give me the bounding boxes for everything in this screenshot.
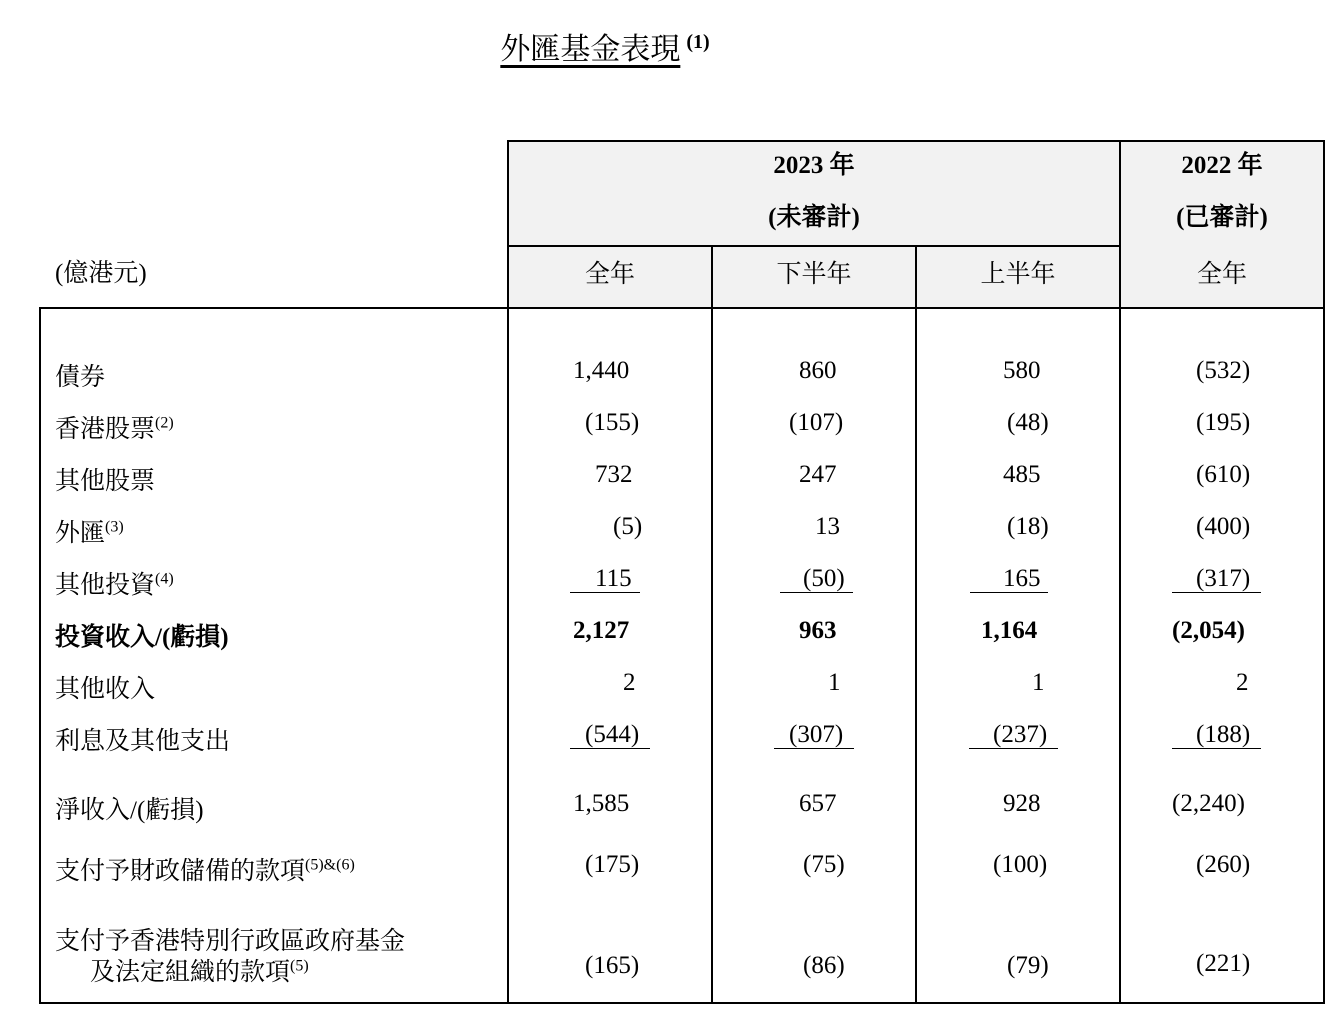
row-footnote: (3): [105, 518, 124, 536]
cell-inv-income-2023-full: 2,127: [573, 617, 630, 644]
cell-net-income-2023-h1: 928: [1003, 790, 1041, 817]
header-2023-year: 2023 年: [773, 152, 855, 179]
row-label-interest-expenses: [55, 721, 230, 757]
row-label-other-income: [55, 669, 155, 705]
row-footnote: (2): [155, 414, 174, 432]
underline: [780, 592, 853, 593]
underline: [570, 748, 650, 749]
underline: [1172, 592, 1261, 593]
row-label-hk-equities: [55, 409, 174, 445]
header-col-2023-full-year: 全年: [584, 261, 635, 288]
row-label-text: 外匯: [55, 520, 106, 547]
header-col-2023-second-half: 下半年: [776, 261, 852, 288]
row-label-bonds: [55, 357, 105, 393]
cell-other-eq-2023-full: 732: [595, 461, 633, 488]
header-divider-2023: [507, 245, 1121, 247]
underline: [570, 592, 640, 593]
cell-bonds-2023-full: 1,440: [573, 357, 630, 384]
cell-hk-eq-2023-h1: (48): [1007, 409, 1049, 436]
cell-govt-funds-2022-full: (221): [1196, 950, 1251, 977]
row-footnote: (5)&(6): [305, 856, 355, 874]
underline: [1172, 748, 1261, 749]
row-label-text: 投資收入/(虧損): [55, 624, 229, 651]
row-label-text: 及法定組織的款項: [90, 959, 291, 986]
header-col-2023-first-half: 上半年: [980, 261, 1056, 288]
cell-inv-income-2023-h1: 1,164: [981, 617, 1038, 644]
cell-hk-eq-2023-full: (155): [585, 409, 640, 436]
row-label-text: 其他投資: [55, 572, 156, 599]
cell-fiscal-2023-h1: (100): [993, 851, 1048, 878]
row-label-other-equities: [55, 461, 155, 497]
cell-other-income-2023-h1: 1: [1032, 669, 1045, 696]
cell-net-income-2023-full: 1,585: [573, 790, 630, 817]
cell-interest-2023-full: (544): [585, 721, 640, 748]
cell-other-eq-2023-h2: 247: [799, 461, 837, 488]
cell-interest-2023-h1: (237): [993, 721, 1048, 748]
row-label-fx: [55, 513, 124, 549]
cell-inv-income-2022-full: (2,054): [1172, 617, 1245, 644]
cell-govt-funds-2023-full: (165): [585, 952, 640, 979]
cell-other-inv-2023-h1: 165: [1003, 565, 1041, 592]
row-label-text: 其他收入: [55, 676, 156, 703]
underline: [774, 748, 854, 749]
row-label-govt-funds-payment-line2: [90, 952, 309, 988]
header-2023-status: (未審計): [768, 204, 860, 231]
row-label-text: 債券: [55, 364, 106, 391]
cell-other-inv-2023-full: 115: [595, 565, 632, 592]
title-footnote: (1): [686, 31, 710, 53]
cell-interest-2023-h2: (307): [789, 721, 844, 748]
col-divider-3: [915, 245, 917, 1004]
table-body-box: [39, 307, 1325, 1004]
cell-fx-2022-full: (400): [1196, 513, 1251, 540]
cell-interest-2022-full: (188): [1196, 721, 1251, 748]
cell-bonds-2023-h1: 580: [1003, 357, 1041, 384]
cell-other-income-2023-full: 2: [623, 669, 636, 696]
cell-other-eq-2023-h1: 485: [1003, 461, 1041, 488]
row-label-investment-income: [55, 617, 229, 653]
cell-net-income-2022-full: (2,240): [1172, 790, 1245, 817]
row-label-other-investments: [55, 565, 174, 601]
row-footnote: (4): [155, 570, 174, 588]
row-label-text: 淨收入/(虧損): [55, 797, 204, 824]
col-divider-2: [711, 245, 713, 1004]
cell-fx-2023-full: (5): [613, 513, 643, 540]
header-2022-status: (已審計): [1176, 204, 1268, 231]
cell-fiscal-2023-h2: (75): [803, 851, 845, 878]
row-label-text: 其他股票: [55, 468, 156, 495]
row-label-text: 支付予財政儲備的款項: [55, 858, 306, 885]
header-col-2022-full-year: 全年: [1196, 261, 1247, 288]
cell-net-income-2023-h2: 657: [799, 790, 837, 817]
cell-other-income-2022-full: 2: [1236, 669, 1249, 696]
cell-other-inv-2022-full: (317): [1196, 565, 1251, 592]
underline: [970, 592, 1048, 593]
page-title: [0, 24, 1210, 68]
cell-other-inv-2023-h2: (50): [803, 565, 845, 592]
unit-label: (億港元): [55, 260, 147, 287]
cell-fx-2023-h2: 13: [815, 513, 840, 540]
row-label-text: 香港股票: [55, 416, 156, 443]
row-label-text: 利息及其他支出: [55, 728, 231, 755]
underline: [969, 748, 1058, 749]
cell-fx-2023-h1: (18): [1007, 513, 1049, 540]
cell-bonds-2023-h2: 860: [799, 357, 837, 384]
cell-fiscal-2022-full: (260): [1196, 851, 1251, 878]
header-2022-year: 2022 年: [1181, 152, 1263, 179]
cell-other-eq-2022-full: (610): [1196, 461, 1251, 488]
row-label-net-income: [55, 790, 204, 826]
cell-other-income-2023-h2: 1: [828, 669, 841, 696]
cell-govt-funds-2023-h1: (79): [1007, 952, 1049, 979]
row-label-text: 支付予香港特別行政區政府基金: [55, 928, 406, 955]
cell-govt-funds-2023-h2: (86): [803, 952, 845, 979]
cell-hk-eq-2023-h2: (107): [789, 409, 844, 436]
row-footnote: (5): [290, 957, 309, 975]
title-text: 外匯基金表現: [500, 33, 681, 66]
row-label-fiscal-reserves-payment: [55, 851, 355, 887]
cell-hk-eq-2022-full: (195): [1196, 409, 1251, 436]
cell-bonds-2022-full: (532): [1196, 357, 1251, 384]
cell-inv-income-2023-h2: 963: [799, 617, 837, 644]
cell-fiscal-2023-full: (175): [585, 851, 640, 878]
